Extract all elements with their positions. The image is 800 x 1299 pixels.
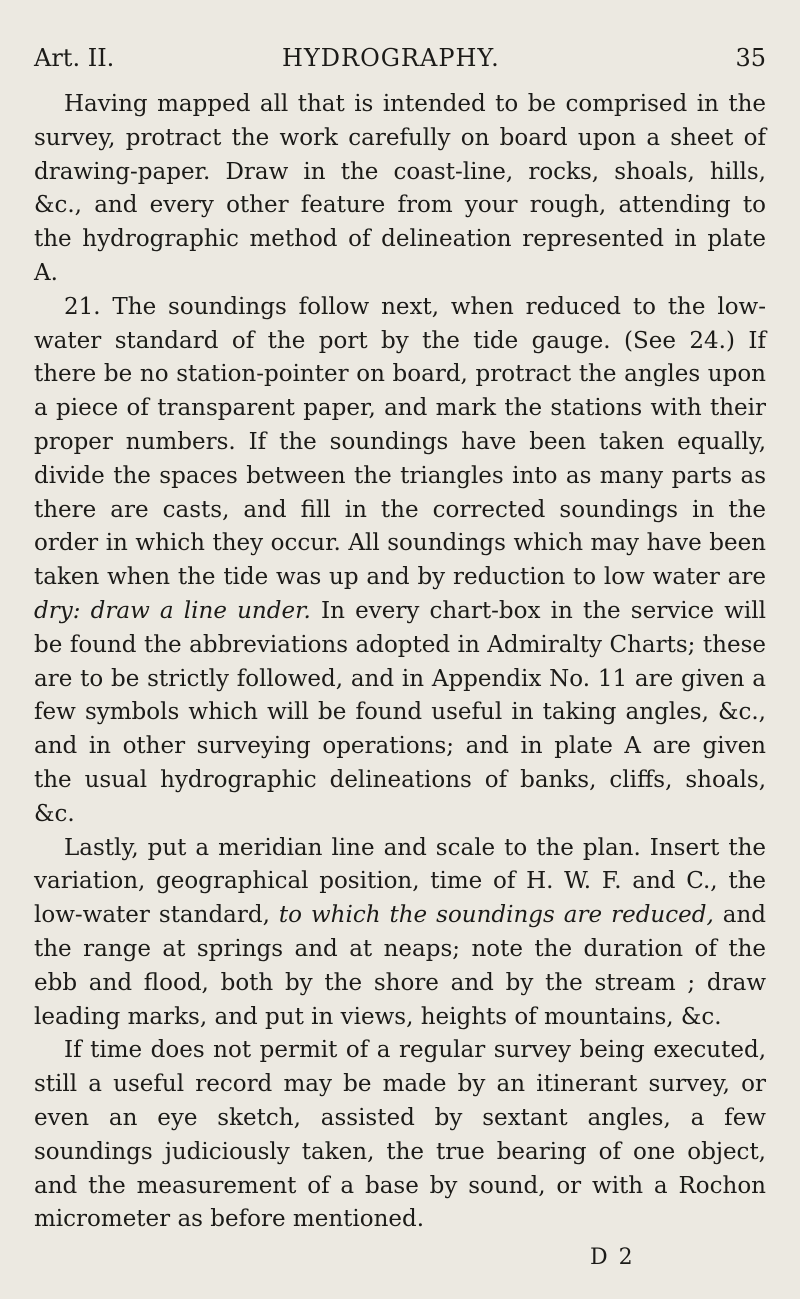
paragraph-text: Having mapped all that is intended to be comprised in the survey, protract the work carefully on board upon a sheet of drawing-paper. Draw in the coast-line, rocks, shoals, hills, &c., and every other feature from your rough, attending to the hydrographic method of delineation represented in plate A. [34,91,766,286]
italic-text: dry: draw a line under. [34,597,311,624]
signature-mark: D 2 [590,1245,635,1270]
paragraph-text: Lastly, put a meridian line and scale to the plan. Insert the variation, geographical position, time of H. W. F. and C., the low-water standard, [34,834,766,929]
running-header [34,40,766,76]
paragraph-text: 21. The soundings follow next, when reduced to the low-water standard of the port by the tide gauge. (See 24.) If there be no station-pointer on board, protract the angles upon a piece of transparent paper, and mark the stations with their proper numbers. If the soundings have been taken equally, divide the spaces between the triangles into as many parts as there are casts, and fill in the corrected soundings in the order in which they occur. All soundings which may have been taken when the tide was up and by reduction to low water are [34,293,766,591]
page-number: 35 [735,44,766,72]
header-title: HYDROGRAPHY. [282,44,500,72]
paragraph [34,291,766,832]
paragraph-text: and the range at springs and at neaps; note the duration of the ebb and flood, both by the shore and by the stream ; draw leading marks, and put in views, heights of mountains, &c. [34,902,767,1030]
header-article: Art. II. [34,44,115,72]
paragraph-text: In every chart-box in the service will be found the abbreviations adopted in Admiralty Charts; these are to be strictly followed, and in Appendix No. 11 are given a few symbols which will be found useful in taking angles, &c., and in other surveying operations; and in plate A are given the usual hydrographic delineations of banks, cliffs, shoals, &c. [34,597,766,827]
paragraph [34,1034,766,1237]
italic-text: to which the soundings are reduced, [278,902,714,929]
paragraph [34,88,766,291]
paragraph-text: If time does not permit of a regular survey being executed, still a useful record may be made by an itinerant survey, or even an eye sketch, assisted by sextant angles, a few soundings judiciously taken, the true bearing of one object, and the measurement of a base by sound, or with a Rochon micrometer as before mentioned. [34,1037,766,1233]
body-text [34,88,766,1237]
paragraph [34,832,766,1035]
